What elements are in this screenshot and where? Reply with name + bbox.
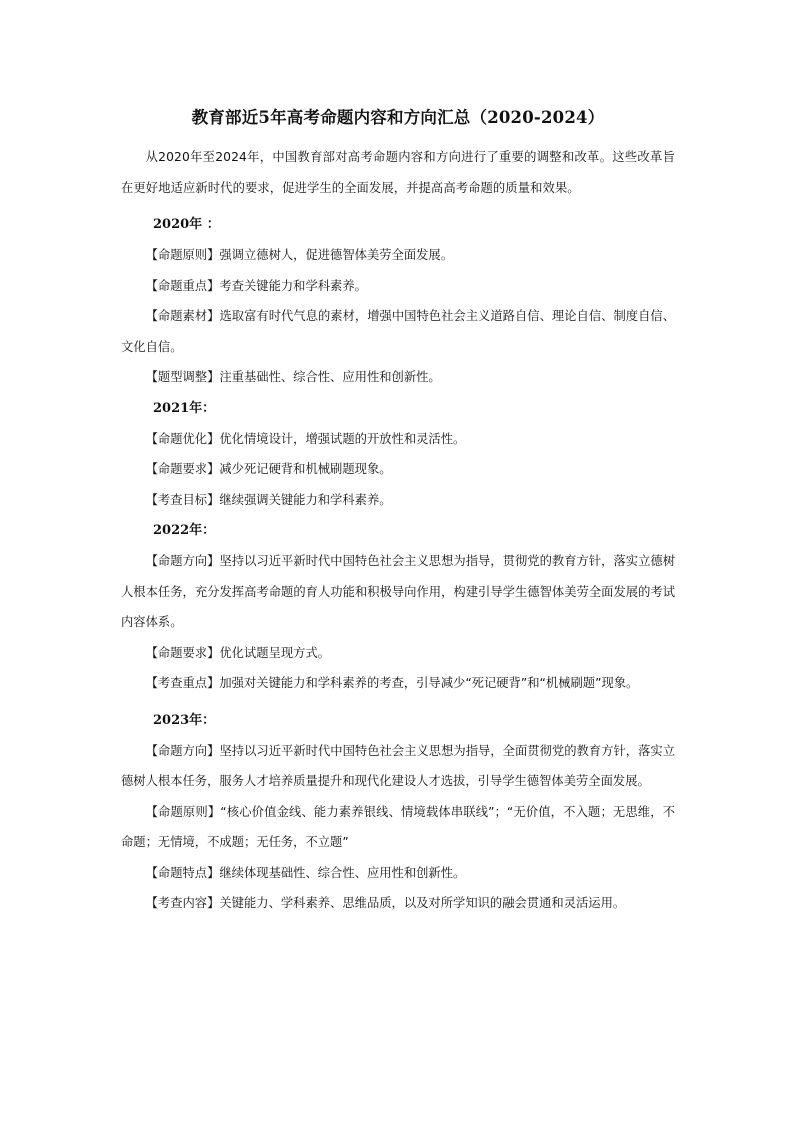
intro-paragraph: 从2020年至2024年，中国教育部对高考命题内容和方向进行了重要的调整和改革。这些改革旨在更好地适应新时代的要求，促进学生的全面发展，并提高高考命题的质量和效果。 xyxy=(121,150,675,195)
page-title: 教育部近5年高考命题内容和方向汇总（2020-2024） xyxy=(191,108,605,127)
list-item: 【命题方向】坚持以习近平新时代中国特色社会主义思想为指导，全面贯彻党的教育方针，落实立德树人根本任务，服务人才培养质量提升和现代化建设人才选拔，引导学生德智体美劳全面发展。 xyxy=(121,743,675,788)
list-item: 【命题要求】优化试题呈现方式。 xyxy=(145,645,331,660)
list-item: 【题型调整】注重基础性、综合性、应用性和创新性。 xyxy=(145,370,441,384)
list-item: 【命题要求】减少死记硬背和机械刷题现象。 xyxy=(145,462,392,476)
list-item: 【考查目标】继续强调关键能力和学科素养。 xyxy=(145,492,392,507)
list-item: 【考查内容】关键能力、学科素养、思维品质，以及对所学知识的融会贯通和灵活运用。 xyxy=(145,896,626,910)
list-item: 【考查重点】加强对关键能力和学科素养的考查，引导减少“死记硬背”和“机械刷题”现象。 xyxy=(145,676,639,690)
list-item: 【命题优化】优化情境设计，增强试题的开放性和灵活性。 xyxy=(145,431,466,446)
list-item: 【命题方向】坚持以习近平新时代中国特色社会主义思想为指导，贯彻党的教育方针，落实立德树人根本任务，充分发挥高考命题的育人功能和积极导向作用，构建引导学生德智体美劳全面发展的考试内容体系。 xyxy=(121,554,675,629)
document-page xyxy=(121,104,675,919)
list-item: 【命题素材】选取富有时代气息的素材，增强中国特色社会主义道路自信、理论自信、制度自信、文化自信。 xyxy=(121,309,675,354)
year-heading-2021: 2021年： xyxy=(153,400,216,416)
year-heading-2020: 2020年 ： xyxy=(153,217,220,232)
list-item: 【命题重点】考查关键能力和学科素养。 xyxy=(145,278,367,293)
list-item: 【命题特点】继续体现基础性、综合性、应用性和创新性。 xyxy=(145,865,466,880)
year-heading-2022: 2022年： xyxy=(153,523,216,538)
year-heading-2023: 2023年： xyxy=(153,712,216,728)
list-item: 【命题原则】强调立德树人，促进德智体美劳全面发展。 xyxy=(145,248,454,262)
list-item: 【命题原则】“核心价值金线、能力素养银线、情境载体串联线”；“无价值，不入题；无思维，不命题；无情境，不成题；无任务，不立题” xyxy=(121,804,675,849)
